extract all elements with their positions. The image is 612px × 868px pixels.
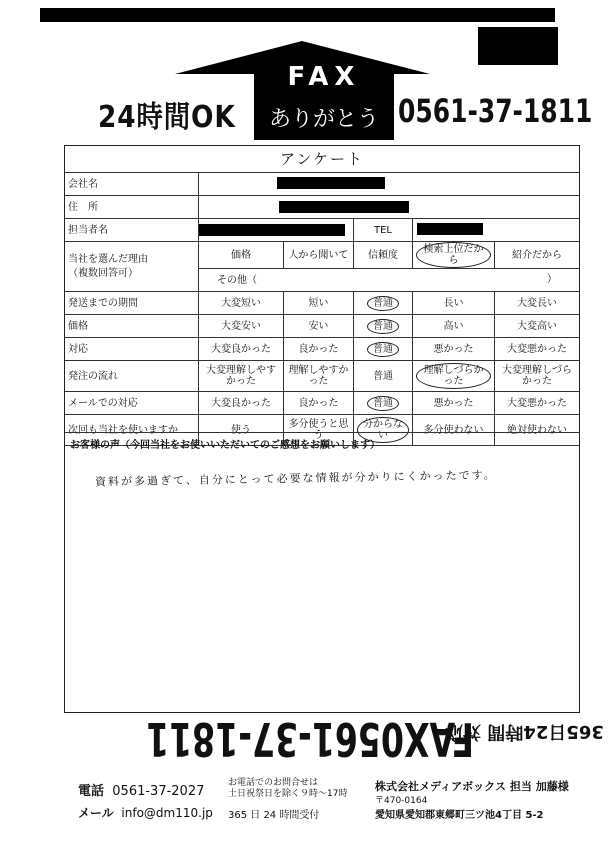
rating-row-label: 価格 <box>65 315 199 338</box>
person-label: 担当者名 <box>65 219 199 242</box>
reason-option-trust[interactable]: 信頼度 <box>353 242 412 269</box>
selected-circle: 普通 <box>367 342 399 357</box>
voice-handwritten-comment[interactable]: 資料が多過ぎて、自分にとって必要な情報が分かりにくかったです。 <box>94 468 497 489</box>
header-fax-number: 0561-37-1811 <box>398 92 593 130</box>
header-24h-ok: 24時間OK <box>98 100 236 135</box>
rating-option[interactable]: 良かった <box>284 392 354 415</box>
voice-divider <box>64 432 580 433</box>
reason-option-price[interactable]: 価格 <box>199 242 284 269</box>
rating-row-label: 対応 <box>65 338 199 361</box>
fax-thanks-text: ありがとう <box>268 107 379 132</box>
reason-other-close: ） <box>547 274 557 285</box>
rating-option[interactable]: 大変理解しづらかった <box>494 361 579 392</box>
rating-option[interactable]: 大変理解しやすかった <box>199 361 284 392</box>
rating-row-label: 次回も当社を使いますか <box>65 415 199 446</box>
selected-circle: 検索上位だから <box>416 242 491 268</box>
footer-mail-hours: 365 日 24 時間受付 <box>228 810 320 821</box>
footer-hours-line1: お電話でのお問合せは <box>228 778 319 788</box>
reason-other-label: その他（ <box>217 274 257 286</box>
footer-hours-line2: 土日祝祭日を除く９時〜17時 <box>228 789 348 799</box>
redaction-top-right-box <box>478 27 558 65</box>
rating-row-label: 発送までの期間 <box>65 292 199 315</box>
footer-company-line <box>375 778 569 794</box>
footer-support-inverted: 365日24時間 対応 <box>445 721 604 742</box>
selected-circle: 普通 <box>367 396 399 411</box>
rating-row-label: 発注の流れ <box>65 361 199 392</box>
footer-contact: 担当 加藤様 <box>509 780 569 793</box>
company-label: 会社名 <box>65 173 199 196</box>
rating-option[interactable]: 大変悪かった <box>494 392 579 415</box>
rating-option[interactable]: 大変悪かった <box>494 338 579 361</box>
selected-circle: 普通 <box>367 296 399 311</box>
rating-option[interactable]: 大変安い <box>199 315 284 338</box>
rating-option[interactable]: 絶対使わない <box>494 415 579 446</box>
rating-option[interactable]: 多分使うと思う <box>284 415 354 446</box>
footer-zip: 〒470-0164 <box>375 796 428 806</box>
footer-address: 愛知県愛知郡東郷町三ツ池4丁目 5-2 <box>375 810 544 821</box>
selected-circle: 普通 <box>367 319 399 334</box>
rating-option[interactable]: 悪かった <box>413 392 495 415</box>
reason-option-referral[interactable]: 人から聞いて <box>284 242 354 269</box>
rating-option[interactable]: 短い <box>284 292 354 315</box>
rating-option[interactable]: 大変短い <box>199 292 284 315</box>
tel-label: TEL <box>353 219 412 242</box>
footer-mail-label: メール <box>78 806 114 820</box>
rating-option[interactable]: 良かった <box>284 338 354 361</box>
footer-mail[interactable]: info@dm110.jp <box>121 806 213 820</box>
rating-option[interactable]: 安い <box>284 315 354 338</box>
rating-option[interactable]: 高い <box>413 315 495 338</box>
selected-circle: 理解しづらかった <box>416 363 491 389</box>
rating-option[interactable]: 普通 <box>353 361 412 392</box>
reason-label: 当社を選んだ理由 （複数回答可） <box>65 242 199 292</box>
rating-option[interactable]: 大変高い <box>494 315 579 338</box>
redaction-top-bar <box>40 8 555 22</box>
rating-option[interactable]: 使う <box>199 415 284 446</box>
footer-hours <box>228 778 347 800</box>
reason-option-introduction[interactable]: 紹介だから <box>494 242 579 269</box>
rating-option[interactable]: 長い <box>413 292 495 315</box>
footer-fax-number-inverted: FAX0561-37-1811 <box>146 712 474 766</box>
footer-tel[interactable]: 0561-37-2027 <box>112 784 205 799</box>
survey-title: アンケート <box>65 146 580 173</box>
rating-option[interactable]: 大変長い <box>494 292 579 315</box>
address-label: 住 所 <box>65 196 199 219</box>
rating-option[interactable]: 大変良かった <box>199 338 284 361</box>
rating-row-label: メールでの対応 <box>65 392 199 415</box>
footer-tel-line <box>78 780 204 799</box>
fax-word: FAX <box>287 62 361 92</box>
selected-circle: 分からない <box>357 417 409 443</box>
rating-option[interactable]: 多分使わない <box>413 415 495 446</box>
footer-company: 株式会社メディアボックス <box>375 780 507 793</box>
rating-option[interactable]: 理解しやすかった <box>284 361 354 392</box>
rating-option[interactable]: 悪かった <box>413 338 495 361</box>
voice-title: お客様の声（今回当社をお使いいただいてのご感想をお願いします） <box>70 440 380 451</box>
footer-mail-line <box>78 804 213 821</box>
form-frame <box>64 145 580 713</box>
rating-option[interactable]: 大変良かった <box>199 392 284 415</box>
footer-tel-label: 電話 <box>78 784 105 799</box>
